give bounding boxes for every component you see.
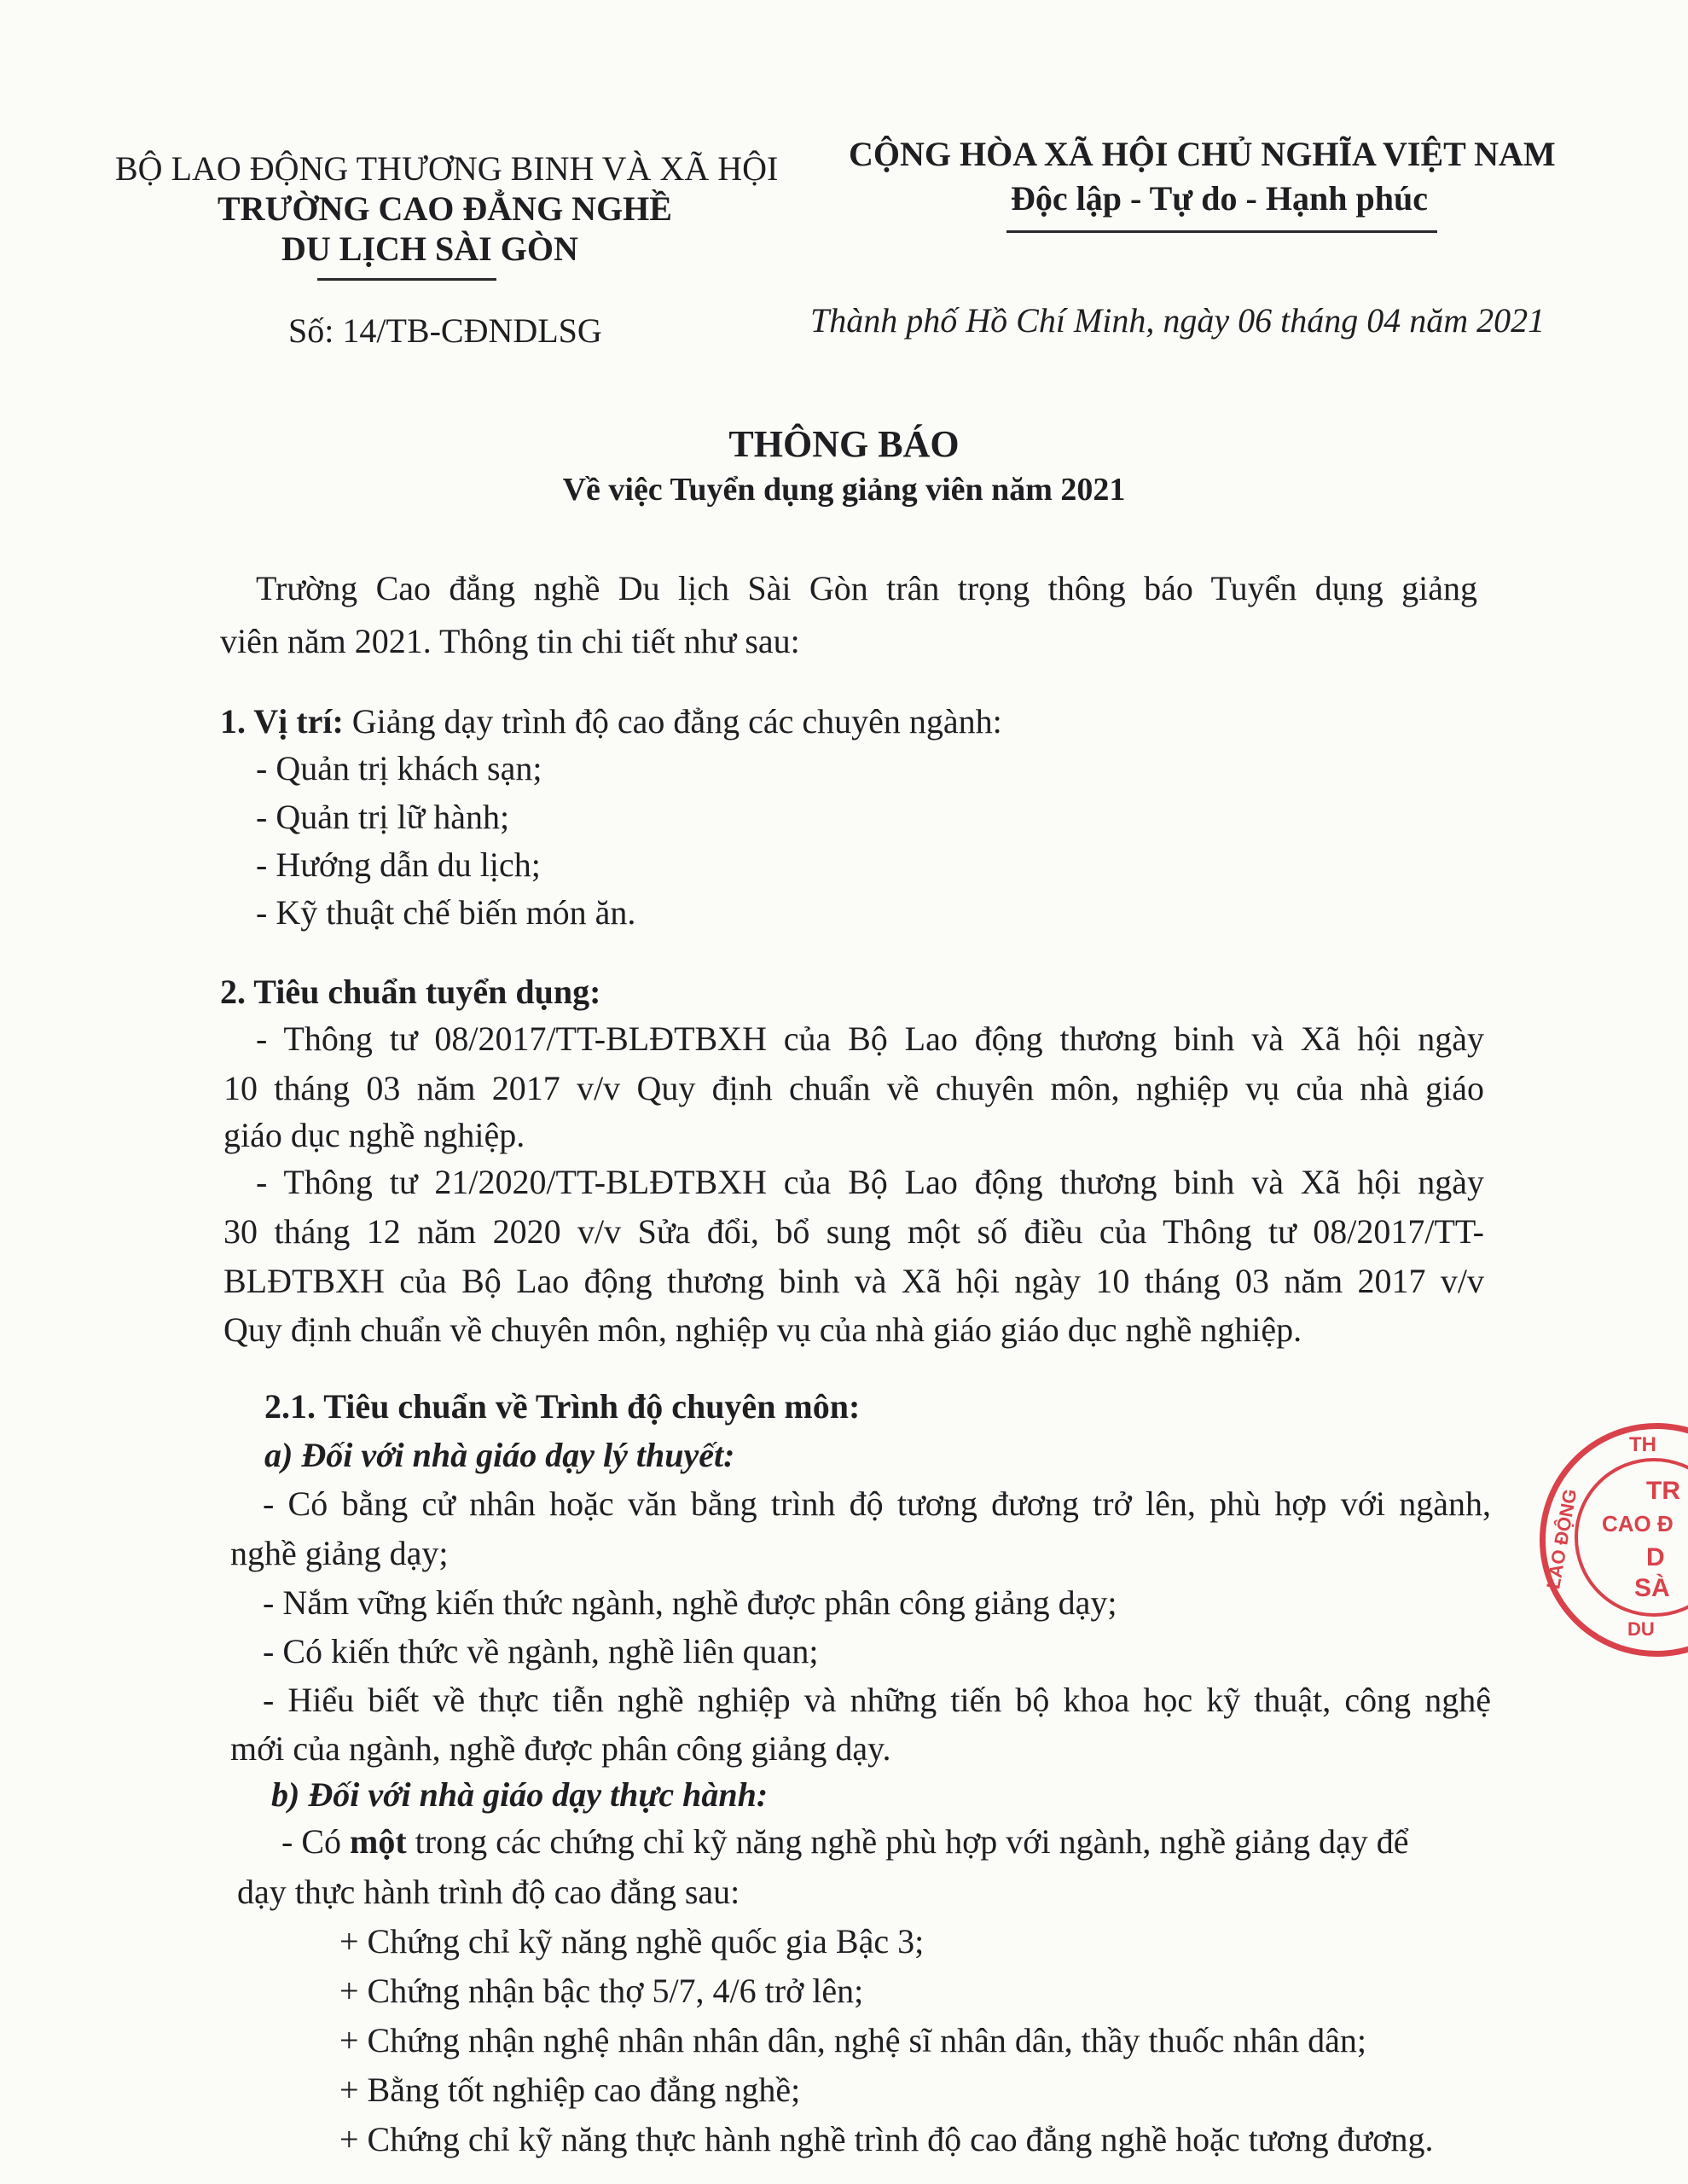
motto-underline [1006,230,1437,233]
country-name: CỘNG HÒA XÃ HỘI CHỦ NGHĨA VIỆT NAM [849,135,1556,173]
section21-a-line1: - Có bằng cử nhân hoặc văn bằng trình độ tương đương trở lên, phù hợp với ngành, [263,1484,1491,1523]
section21-a-line6: mới của ngành, nghề được phân công giảng dạy. [230,1729,891,1768]
section21-b-item-4: + Bằng tốt nghiệp cao đẳng nghề; [339,2071,801,2109]
ministry-name: BỘ LAO ĐỘNG THƯƠNG BINH VÀ XÃ HỘI [115,149,779,188]
section2-heading: 2. Tiêu chuẩn tuyển dụng: [220,973,601,1011]
section21-b-heading: b) Đối với nhà giáo dạy thực hành: [271,1775,769,1814]
document-title: THÔNG BÁO [728,423,960,465]
section1-item-2: - Quản trị lữ hành; [256,798,510,836]
section1-item-4: - Kỹ thuật chế biến món ăn. [256,893,636,932]
section2-para2-line2: 30 tháng 12 năm 2020 v/v Sửa đổi, bổ sung một số điều của Thông tư 08/2017/TT- [223,1212,1484,1251]
document-subtitle: Về việc Tuyển dụng giảng viên năm 2021 [562,472,1126,508]
section1-heading: 1. Vị trí: [220,702,344,741]
place-and-date: Thành phố Hồ Chí Minh, ngày 06 tháng 04 năm 2021 [810,301,1546,340]
section2-para2-line4: Quy định chuẩn về chuyên môn, nghiệp vụ của nhà giáo giáo dục nghề nghiệp. [223,1310,1302,1349]
section1-text: Giảng dạy trình độ cao đẳng các chuyên ngành: [343,702,1002,741]
section21-a-line2: nghề giảng dạy; [230,1534,449,1572]
section2-para2-line1: - Thông tư 21/2020/TT-BLĐTBXH của Bộ Lao động thương binh và Xã hội ngày [256,1163,1484,1201]
section21-a-line3: - Nắm vững kiến thức ngành, nghề được phân công giảng dạy; [263,1583,1117,1622]
section21-heading: 2.1. Tiêu chuẩn về Trình độ chuyên môn: [264,1387,861,1426]
b-intro-bold: một [350,1822,407,1861]
seal-center-1: TR [1646,1477,1680,1505]
section21-a-heading: a) Đối với nhà giáo dạy lý thuyết: [264,1436,735,1474]
section2-para1-line2: 10 tháng 03 năm 2017 v/v Quy định chuẩn về chuyên môn, nghiệp vụ của nhà giáo [223,1069,1484,1107]
section1-item-3: - Hướng dẫn du lịch; [256,845,541,884]
section1-item-1: - Quản trị khách sạn; [256,749,542,787]
intro-line-2: viên năm 2021. Thông tin chi tiết như sau: [220,622,800,660]
school-underline [317,278,496,281]
section2-para1-line3: giáo dục nghề nghiệp. [223,1116,525,1154]
school-name-line2: DU LỊCH SÀI GÒN [281,229,578,268]
seal-ring-left: LAO ĐỘNG [1542,1487,1581,1591]
section21-b-item-1: + Chứng chỉ kỹ năng nghề quốc gia Bậc 3; [339,1922,925,1960]
section1-heading-line [220,700,1002,744]
section2-para2-line3: BLĐTBXH của Bộ Lao động thương binh và Xã hội ngày 10 tháng 03 năm 2017 v/v [223,1262,1484,1300]
red-seal-stamp [1540,1423,1688,1657]
document-number: Số: 14/TB-CĐNDLSG [288,311,602,350]
section21-a-line4: - Có kiến thức về ngành, nghề liên quan; [263,1632,819,1670]
section21-b-intro-line1 [281,1820,1408,1864]
school-name-line1: TRƯỜNG CAO ĐẲNG NGHỀ [218,189,672,228]
section21-b-intro-line2: dạy thực hành trình độ cao đẳng sau: [237,1873,740,1911]
intro-line-1: Trường Cao đẳng nghề Du lịch Sài Gòn trân trọng thông báo Tuyển dụng giảng [256,569,1477,607]
seal-center-4: SÀ [1634,1574,1670,1602]
seal-center-3: D [1646,1543,1665,1571]
section21-a-line5: - Hiểu biết về thực tiễn nghề nghiệp và những tiến bộ khoa học kỹ thuật, công nghệ [263,1681,1491,1719]
seal-ring-top: TH [1629,1433,1656,1456]
section21-b-item-5: + Chứng chỉ kỹ năng thực hành nghề trình độ cao đẳng nghề hoặc tương đương. [339,2120,1434,2158]
national-motto: Độc lập - Tự do - Hạnh phúc [1011,179,1428,218]
section21-b-item-2: + Chứng nhận bậc thợ 5/7, 4/6 trở lên; [339,1972,864,2010]
section21-b-item-3: + Chứng nhận nghệ nhân nhân dân, nghệ sĩ nhân dân, thầy thuốc nhân dân; [339,2021,1366,2059]
b-intro-pre: - Có [281,1822,350,1861]
b-intro-post: trong các chứng chỉ kỹ năng nghề phù hợp với ngành, nghề giảng dạy để [406,1822,1409,1861]
seal-ring-bottom: DU [1627,1618,1655,1640]
seal-center-2: CAO Đ [1602,1511,1673,1536]
section2-para1-line1: - Thông tư 08/2017/TT-BLĐTBXH của Bộ Lao động thương binh và Xã hội ngày [256,1019,1484,1058]
